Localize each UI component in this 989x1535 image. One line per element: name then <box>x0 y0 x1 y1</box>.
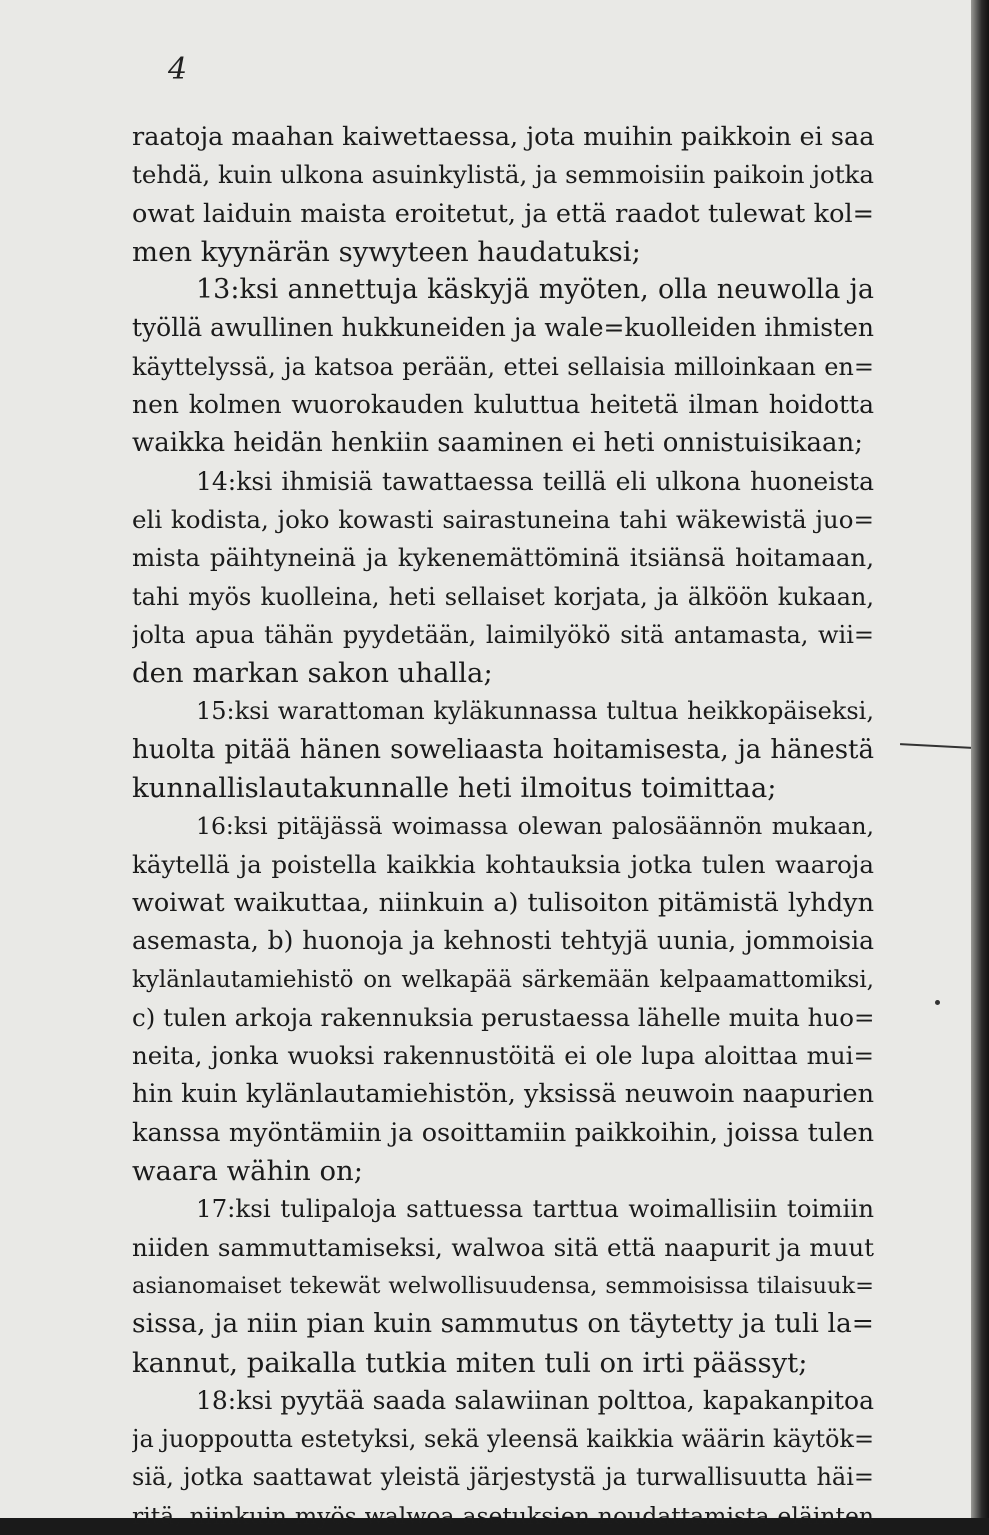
text-line: men kyynärän sywyteen haudatuksi; <box>132 235 641 268</box>
text-line: tahi myös kuolleina, heti sellaiset korjata, ja älköön kukaan, <box>132 582 874 611</box>
body-text <box>132 118 874 1535</box>
text-line: 16:ksi pitäjässä woimassa olewan palosäännön mukaan, <box>196 812 874 841</box>
text-line: 17:ksi tulipaloja sattuessa tarttua woimallisiin toimiin <box>196 1194 874 1224</box>
text-line: 13:ksi annettuja käskyjä myöten, olla neuwolla ja <box>196 274 874 306</box>
text-line: siä, jotka saattawat yleistä järjestystä ja turwallisuutta häi= <box>132 1463 874 1492</box>
text-line: neita, jonka wuoksi rakennustöitä ei ole lupa aloittaa mui= <box>132 1041 874 1071</box>
text-line: nen kolmen wuorokauden kuluttua heitetä ilman hoidotta <box>132 390 874 420</box>
text-line: työllä awullinen hukkuneiden ja wale=kuolleiden ihmisten <box>132 313 874 343</box>
text-line: c) tulen arkoja rakennuksia perustaessa lähelle muita huo= <box>132 1002 874 1032</box>
text-line: kylänlautamiehistö on welkapää särkemään kelpaamattomiksi, <box>132 966 874 993</box>
text-line: 15:ksi warattoman kyläkunnassa tultua heikkopäiseksi, <box>196 697 874 726</box>
page-number: 4 <box>168 52 188 87</box>
text-line: eli kodista, joko kowasti sairastuneina tahi wäkewistä juo= <box>132 504 874 534</box>
text-line: kannut, paikalla tutkia miten tuli on irti päässyt; <box>132 1346 808 1379</box>
text-line: asianomaiset tekewät welwollisuudensa, semmoisissa tilaisuuk= <box>132 1272 874 1299</box>
text-line: sissa, ja niin pian kuin sammutus on täytetty ja tuli la= <box>132 1308 874 1340</box>
text-line: waara wähin on; <box>132 1155 364 1188</box>
text-line: kunnallislautakunnalle heti ilmoitus toimittaa; <box>132 772 777 805</box>
page-edge-shadow <box>971 0 989 1518</box>
text-line: mista päihtyneinä ja kykenemättöminä itsiänsä hoitamaan, <box>132 543 874 573</box>
text-line: ritä, niinkuin myös walwoa asetuksien noudattamista eläinten <box>132 1501 874 1530</box>
text-line: ja juoppoutta estetyksi, sekä yleensä kaikkia wäärin käytök= <box>132 1425 874 1454</box>
text-line: hin kuin kylänlautamiehistön, yksissä neuwoin naapurien <box>132 1079 874 1110</box>
text-line: woiwat waikuttaa, niinkuin a) tulisoiton pitämistä lyhdyn <box>132 887 874 918</box>
text-line: den markan sakon uhalla; <box>132 657 493 690</box>
text-line: tehdä, kuin ulkona asuinkylistä, ja semmoisiin paikoin jotka <box>132 160 874 190</box>
text-line: huolta pitää hänen soweliaasta hoitamisesta, ja hänestä <box>132 734 874 765</box>
text-line: 18:ksi pyytää saada salawiinan polttoa, kapakanpitoa <box>196 1385 874 1415</box>
text-line: waikka heidän henkiin saaminen ei heti onnistuisikaan; <box>132 428 864 459</box>
text-line: käyttelyssä, ja katsoa perään, ettei sellaisia milloinkaan en= <box>132 352 874 381</box>
margin-dot-mark <box>935 1000 940 1005</box>
text-line: owat laiduin maista eroitetut, ja että raadot tulewat kol= <box>132 198 874 229</box>
text-line: 14:ksi ihmisiä tawattaessa teillä eli ulkona huoneista <box>196 466 874 496</box>
text-line: kanssa myöntämiin ja osoittamiin paikkoihin, joissa tulen <box>132 1117 874 1148</box>
text-line: asemasta, b) huonoja ja kehnosti tehtyjä uunia, jommoisia <box>132 926 874 956</box>
margin-line-mark <box>900 743 972 749</box>
text-line: niiden sammuttamiseksi, walwoa sitä että naapurit ja muut <box>132 1232 874 1262</box>
text-line: käytellä ja poistella kaikkia kohtauksia jotka tulen waaroja <box>132 849 874 879</box>
text-line: jolta apua tähän pyydetään, laimilyökö sitä antamasta, wii= <box>132 620 874 649</box>
text-line: raatoja maahan kaiwettaessa, jota muihin paikkoin ei saa <box>132 122 874 152</box>
